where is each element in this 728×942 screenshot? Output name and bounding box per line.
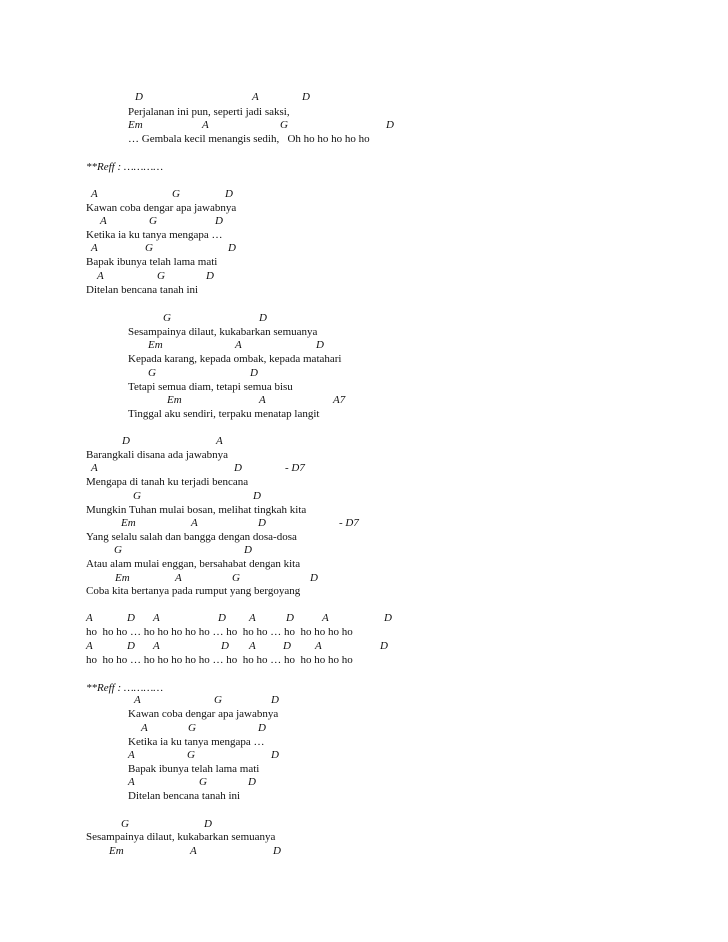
chord-symbol: A (175, 572, 182, 584)
chord-symbol: D (234, 462, 242, 474)
chord-symbol: G (172, 188, 180, 200)
chord-symbol: D (380, 640, 388, 652)
chord-symbol: A (86, 612, 93, 624)
chord-symbol: G (145, 242, 153, 254)
chord-symbol: A (86, 640, 93, 652)
reff-marker: **Reff : ………… (86, 682, 163, 694)
chord-symbol: G (232, 572, 240, 584)
chord-symbol: D (225, 188, 233, 200)
chord-symbol: Em (148, 339, 163, 351)
chord-symbol: D (244, 544, 252, 556)
lyric-line: … Gembala kecil menangis sedih, Oh ho ho ho ho ho (128, 133, 370, 145)
chord-symbol: A (128, 776, 135, 788)
chord-symbol: G (149, 215, 157, 227)
chord-symbol: G (121, 818, 129, 830)
chord-symbol: A (249, 612, 256, 624)
chord-symbol: D (271, 749, 279, 761)
chord-symbol: Em (115, 572, 130, 584)
chord-symbol: A (190, 845, 197, 857)
chord-symbol: Em (167, 394, 182, 406)
chord-symbol: D (386, 119, 394, 131)
chord-symbol: D (258, 517, 266, 529)
chord-symbol: A (91, 242, 98, 254)
chord-symbol: D (127, 612, 135, 624)
chord-symbol: D (206, 270, 214, 282)
chord-symbol: A (141, 722, 148, 734)
lyric-line: Ketika ia ku tanya mengapa … (128, 736, 265, 748)
lyric-line: Ketika ia ku tanya mengapa … (86, 229, 223, 241)
chord-symbol: Em (109, 845, 124, 857)
chord-symbol: D (384, 612, 392, 624)
chord-symbol: A (134, 694, 141, 706)
chord-symbol: A (315, 640, 322, 652)
lyric-line: Mengapa di tanah ku terjadi bencana (86, 476, 249, 488)
chord-symbol: A (249, 640, 256, 652)
chord-symbol: D (248, 776, 256, 788)
chord-symbol: D (302, 91, 310, 103)
lyric-line: Bapak ibunya telah lama mati (86, 256, 218, 268)
chord-symbol: D (135, 91, 143, 103)
chord-symbol: D (258, 722, 266, 734)
lyric-line: Coba kita bertanya pada rumput yang bergoyang (86, 585, 301, 597)
lyric-line: Atau alam mulai enggan, bersahabat dengan kita (86, 558, 301, 570)
lyric-line: Tetapi semua diam, tetapi semua bisu (128, 381, 293, 393)
chord-symbol: A (100, 215, 107, 227)
lyric-line: Bapak ibunya telah lama mati (128, 763, 260, 775)
chord-symbol: G (214, 694, 222, 706)
chord-symbol: D (228, 242, 236, 254)
chord-symbol: D (250, 367, 258, 379)
chord-symbol: A (202, 119, 209, 131)
chord-symbol: A (235, 339, 242, 351)
lyric-line: ho ho ho … ho ho ho ho ho … ho ho ho … ho ho ho ho ho (86, 626, 353, 638)
lyric-line: Perjalanan ini pun, seperti jadi saksi, (128, 106, 290, 118)
chord-symbol: D (253, 490, 261, 502)
lyric-line: Tinggal aku sendiri, terpaku menatap langit (128, 408, 320, 420)
chord-symbol: G (114, 544, 122, 556)
chord-symbol: A (153, 612, 160, 624)
chord-symbol: G (148, 367, 156, 379)
chord-symbol: G (157, 270, 165, 282)
lyric-line: Kawan coba dengar apa jawabnya (128, 708, 279, 720)
chord-symbol: A (259, 394, 266, 406)
chord-symbol: G (280, 119, 288, 131)
lyric-line: Ditelan bencana tanah ini (86, 284, 199, 296)
chord-symbol: A (128, 749, 135, 761)
chord-symbol: D (221, 640, 229, 652)
chord-symbol: A7 (333, 394, 346, 406)
lyric-line: Mungkin Tuhan mulai bosan, melihat tingkah kita (86, 504, 307, 516)
chord-symbol: A (252, 91, 259, 103)
lyric-line: Yang selalu salah dan bangga dengan dosa-dosa (86, 531, 297, 543)
lyric-line: ho ho ho … ho ho ho ho ho … ho ho ho … ho ho ho ho ho (86, 654, 353, 666)
chord-symbol: A (153, 640, 160, 652)
lyric-line: Kepada karang, kepada ombak, kepada matahari (128, 353, 342, 365)
chord-symbol: D (122, 435, 130, 447)
lyric-line: Sesampainya dilaut, kukabarkan semuanya (128, 326, 318, 338)
chord-symbol: D (316, 339, 324, 351)
chord-symbol: D (218, 612, 226, 624)
chord-symbol: D (273, 845, 281, 857)
chord-symbol: A (322, 612, 329, 624)
chord-symbol: D (204, 818, 212, 830)
chord-symbol: G (188, 722, 196, 734)
chord-symbol: D (271, 694, 279, 706)
chord-symbol: - D7 (285, 462, 305, 474)
chord-symbol: G (187, 749, 195, 761)
chord-symbol: A (91, 462, 98, 474)
lyric-line: Sesampainya dilaut, kukabarkan semuanya (86, 831, 276, 843)
lyric-line: Ditelan bencana tanah ini (128, 790, 241, 802)
chord-symbol: A (91, 188, 98, 200)
chord-symbol: D (286, 612, 294, 624)
chord-symbol: D (310, 572, 318, 584)
chord-symbol: D (283, 640, 291, 652)
chord-symbol: Em (128, 119, 143, 131)
chord-symbol: A (191, 517, 198, 529)
chord-symbol: Em (121, 517, 136, 529)
lyric-line: Kawan coba dengar apa jawabnya (86, 202, 237, 214)
chord-symbol: D (259, 312, 267, 324)
chord-symbol: A (216, 435, 223, 447)
lyric-line: Barangkali disana ada jawabnya (86, 449, 229, 461)
reff-marker: **Reff : ………… (86, 161, 163, 173)
chord-symbol: - D7 (339, 517, 359, 529)
chord-symbol: D (215, 215, 223, 227)
chord-symbol: D (127, 640, 135, 652)
chord-symbol: A (97, 270, 104, 282)
chord-symbol: G (199, 776, 207, 788)
chord-symbol: G (163, 312, 171, 324)
chord-symbol: G (133, 490, 141, 502)
